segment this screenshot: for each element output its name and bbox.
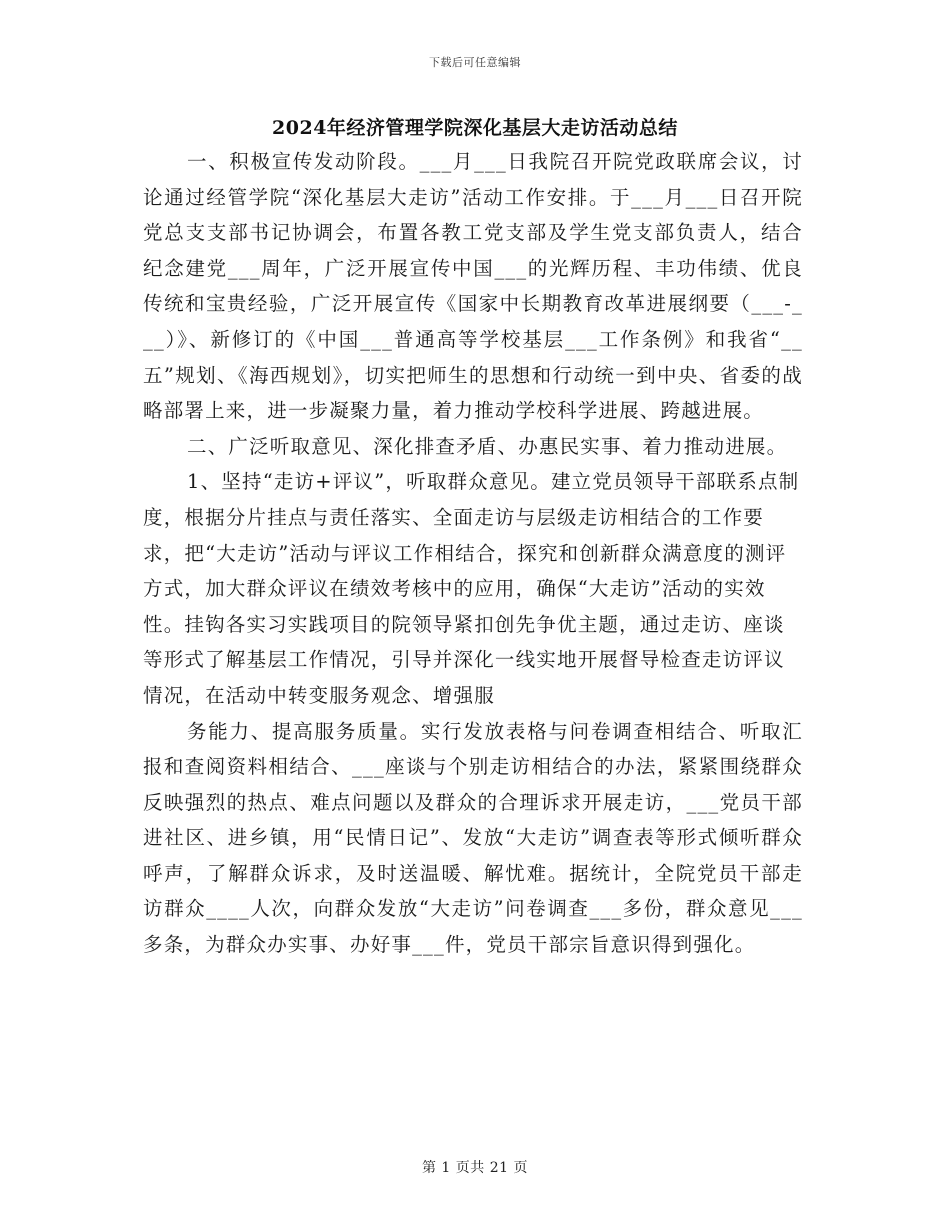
- header-note: 下载后可任意编辑: [429, 56, 521, 69]
- paragraph-4: 务能力、提高服务质量。实行发放表格与问卷调查相结合、听取汇报和查阅资料相结合、___座谈与个别走访相结合的办法，紧紧围绕群众反映强烈的热点、难点问题以及群众的合理诉求开展走访，___党员干部进社区、进乡镇，用“民情日记”、发放“大走访”调查表等形式倾听群众呼声，了解群众诉求，及时送温暖、解忧难。据统计，全院党员干部走访群众____人次，向群众发放“大走访”问卷调查___多份，群众意见___多条，为群众办实事、办好事___件，党员干部宗旨意识得到强化。: [143, 719, 803, 957]
- document-body: [143, 144, 803, 963]
- paragraph-3: 1、坚持“走访+评议”，听取群众意见。建立党员领导干部联系点制度，根据分片挂点与责任落实、全面走访与层级走访相结合的工作要求，把“大走访”活动与评议工作相结合，探究和创新群众满意度的测评方式，加大群众评议在绩效考核中的应用，确保“大走访”活动的实效性。挂钩各实习实践项目的院领导紧扣创先争优主题，通过走访、座谈等形式了解基层工作情况，引导并深化一线实地开展督导检查走访评议情况，在活动中转变服务观念、增强服: [143, 470, 800, 707]
- page-number: 第 1 页共 21 页: [421, 1160, 529, 1176]
- document-title: 2024年经济管理学院深化基层大走访活动总结: [272, 117, 678, 139]
- paragraph-1: 一、积极宣传发动阶段。___月___日我院召开院党政联席会议，讨论通过经管学院“深化基层大走访”活动工作安排。于___月___日召开院党总支支部书记协调会，布置各教工党支部及学生党支部负责人，结合纪念建党___周年，广泛开展宣传中国___的光辉历程、丰功伟绩、优良传统和宝贵经验，广泛开展宣传《国家中长期教育改革进展纲要（___-___）》、新修订的《中国___普通高等学校基层___工作条例》和我省“__五”规划、《海西规划》，切实把师生的思想和行动统一到中央、省委的战略部署上来，进一步凝聚力量，着力推动学校科学进展、跨越进展。: [143, 150, 803, 423]
- paragraph-2: 二、广泛听取意见、深化排查矛盾、办惠民实事、着力推动进展。: [187, 434, 788, 458]
